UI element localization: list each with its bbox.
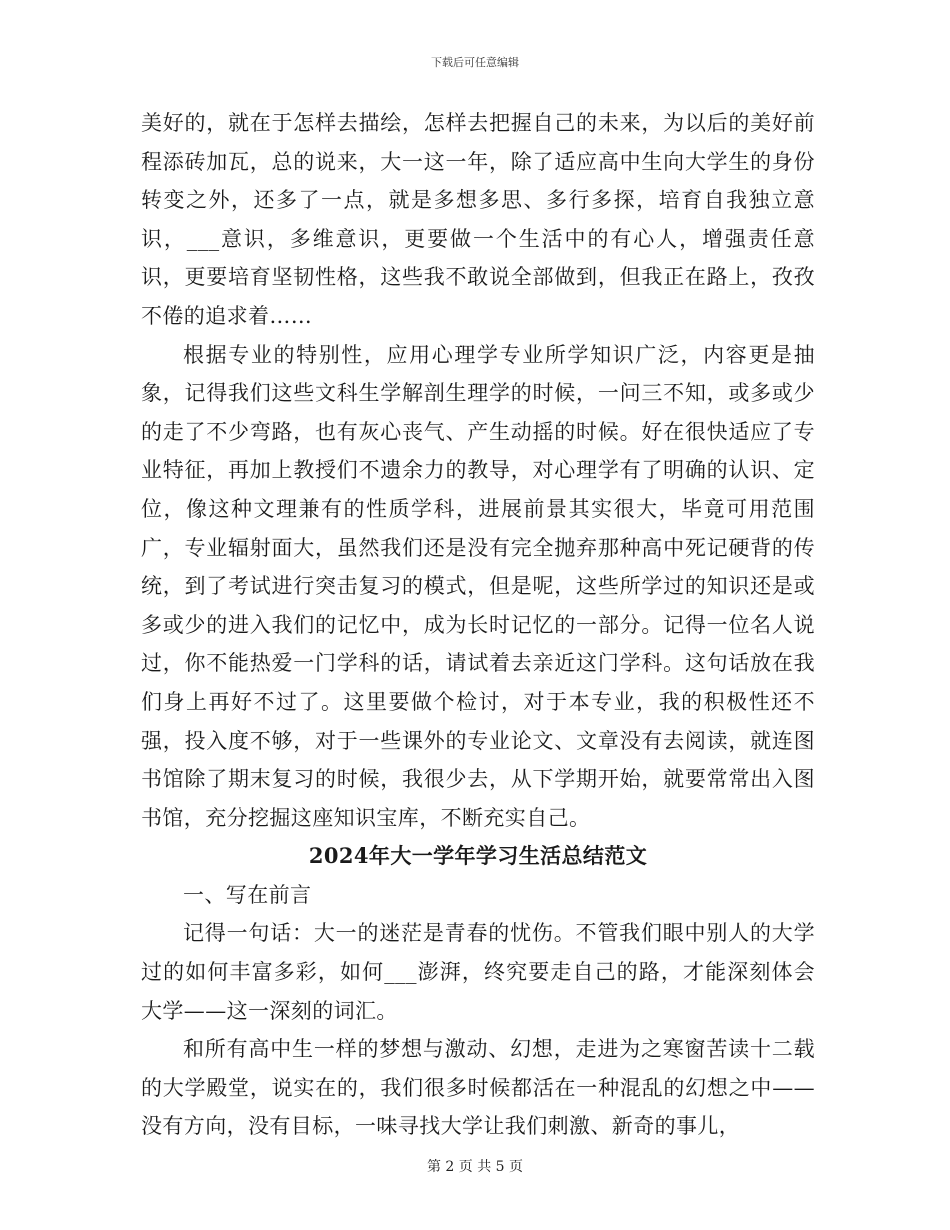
body-paragraph-1: 美好的，就在于怎样去描绘，怎样去把握自己的未来，为以后的美好前程添砖加瓦，总的说来，大一这一年，除了适应高中生向大学生的身份转变之外，还多了一点，就是多想多思、多行多探，培育自我独立意识，___意识，多维意识，更要做一个生活中的有心人，增强责任意识，更要培育坚韧性格，这些我不敢说全部做到，但我正在路上，孜孜不倦的追求着……	[141, 111, 815, 328]
section-subtitle: 一、写在前言	[183, 882, 312, 907]
body-paragraph-4: 和所有高中生一样的梦想与激动、幻想，走进为之寒窗苦读十二载的大学殿堂，说实在的，我们很多时候都活在一种混乱的幻想之中——没有方向，没有目标，一味寻找大学让我们刺激、新奇的事儿，	[141, 1037, 815, 1139]
page-number-footer: 第 2 页 共 5 页	[426, 1159, 524, 1175]
section-heading: 2024年大一学年学习生活总结范文	[308, 843, 648, 869]
page-header-note: 下载后可任意编辑	[431, 56, 519, 69]
document-body	[141, 104, 815, 1146]
body-paragraph-3: 记得一句话：大一的迷茫是青春的忧伤。不管我们眼中别人的大学过的如何丰富多彩，如何___澎湃，终究要走自己的路，才能深刻体会大学——这一深刻的词汇。	[141, 921, 815, 1023]
body-paragraph-2: 根据专业的特别性，应用心理学专业所学知识广泛，内容更是抽象，记得我们这些文科生学解剖生理学的时候，一问三不知，或多或少的走了不少弯路，也有灰心丧气、产生动摇的时候。好在很快适应了专业特征，再加上教授们不遗余力的教导，对心理学有了明确的认识、定位，像这种文理兼有的性质学科，进展前景其实很大，毕竟可用范围广，专业辐射面大，虽然我们还是没有完全抛弃那种高中死记硬背的传统，到了考试进行突击复习的模式，但是呢，这些所学过的知识还是或多或少的进入我们的记忆中，成为长时记忆的一部分。记得一位名人说过，你不能热爱一门学科的话，请试着去亲近这门学科。这句话放在我们身上再好不过了。这里要做个检讨，对于本专业，我的积极性还不强，投入度不够，对于一些课外的专业论文、文章没有去阅读，就连图书馆除了期末复习的时候，我很少去，从下学期开始，就要常常出入图书馆，充分挖掘这座知识宝库，不断充实自己。	[141, 342, 815, 830]
